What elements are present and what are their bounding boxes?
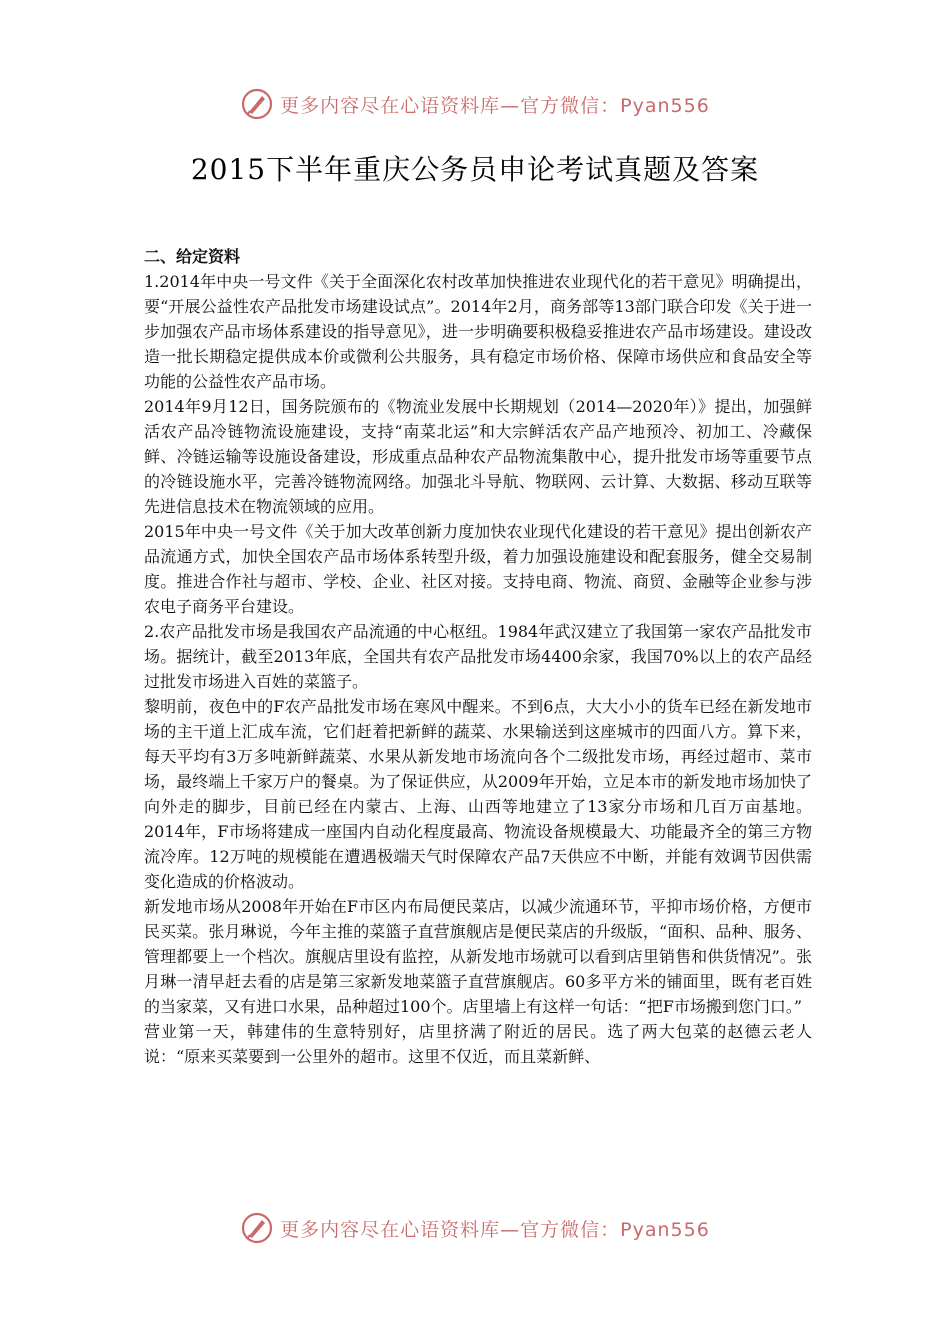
document-body — [144, 244, 812, 1069]
banner-text: 更多内容尽在心语资料库—官方微信：Pyan556 — [280, 94, 710, 117]
banner-text: 更多内容尽在心语资料库—官方微信：Pyan556 — [280, 1218, 710, 1241]
paragraph: 1.2014年中央一号文件《关于全面深化农村改革加快推进农业现代化的若干意见》明确提出，要“开展公益性农产品批发市场建设试点”。2014年2月，商务部等13部门联合印发《关于进一步加强农产品市场体系建设的指导意见》，进一步明确要积极稳妥推进农产品市场建设。建设改造一批长期稳定提供成本价或微利公共服务，具有稳定市场价格、保障市场供应和食品安全等功能的公益性农产品市场。 — [144, 272, 812, 391]
document-title: 2015下半年重庆公务员申论考试真题及答案 — [190, 153, 760, 186]
paragraph: 黎明前，夜色中的F农产品批发市场在寒风中醒来。不到6点，大大小小的货车已经在新发地市场的主干道上汇成车流，它们赶着把新鲜的蔬菜、水果输送到这座城市的四面八方。算下来，每天平均有3万多吨新鲜蔬菜、水果从新发地市场流向各个二级批发市场，再经过超市、菜市场，最终端上千家万户的餐桌。为了保证供应，从2009年开始，立足本市的新发地市场加快了向外走的脚步，目前已经在内蒙古、上海、山西等地建立了13家分市场和几百万亩基地。2014年，F市场将建成一座国内自动化程度最高、物流设备规模最大、功能最齐全的第三方物流冷库。12万吨的规模能在遭遇极端天气时保障农产品7天供应不中断，并能有效调节因供需变化造成的价格波动。 — [144, 697, 812, 891]
quill-seal-icon — [240, 87, 274, 121]
paragraph: 2014年9月12日，国务院颁布的《物流业发展中长期规划（2014—2020年）》提出，加强鲜活农产品冷链物流设施建设，支持“南菜北运”和大宗鲜活农产品产地预冷、初加工、冷藏保鲜、冷链运输等设施设备建设，形成重点品种农产品物流集散中心，提升批发市场等重要节点的冷链设施水平，完善冷链物流网络。加强北斗导航、物联网、云计算、大数据、移动互联等先进信息技术在物流领域的应用。 — [144, 397, 812, 516]
paragraph: 2.农产品批发市场是我国农产品流通的中心枢纽。1984年武汉建立了我国第一家农产品批发市场。据统计，截至2013年底，全国共有农产品批发市场4400余家，我国70%以上的农产品经过批发市场进入百姓的菜篮子。 — [144, 622, 812, 691]
paragraph: 新发地市场从2008年开始在F市区内布局便民菜店，以减少流通环节，平抑市场价格，方便市民买菜。张月琳说，今年主推的菜篮子直营旗舰店是便民菜店的升级版，“面积、品种、服务、管理都要上一个档次。旗舰店里设有监控，从新发地市场就可以看到店里销售和供货情况”。张月琳一清早赶去看的店是第三家新发地菜篮子直营旗舰店。60多平方米的铺面里，既有老百姓的当家菜，又有进口水果，品种超过100个。店里墙上有这样一句话：“把F市场搬到您门口。” — [144, 897, 812, 1016]
header-banner — [0, 84, 950, 124]
section-heading: 二、给定资料 — [144, 247, 241, 266]
footer-banner — [0, 1208, 950, 1248]
paragraph: 2015年中央一号文件《关于加大改革创新力度加快农业现代化建设的若干意见》提出创新农产品流通方式，加快全国农产品市场体系转型升级，着力加强设施建设和配套服务，健全交易制度。推进合作社与超市、学校、企业、社区对接。支持电商、物流、商贸、金融等企业参与涉农电子商务平台建设。 — [144, 522, 812, 616]
paragraph: 营业第一天，韩建伟的生意特别好，店里挤满了附近的居民。选了两大包菜的赵德云老人说：“原来买菜要到一公里外的超市。这里不仅近，而且菜新鲜、 — [144, 1022, 812, 1066]
quill-seal-icon — [240, 1211, 274, 1245]
